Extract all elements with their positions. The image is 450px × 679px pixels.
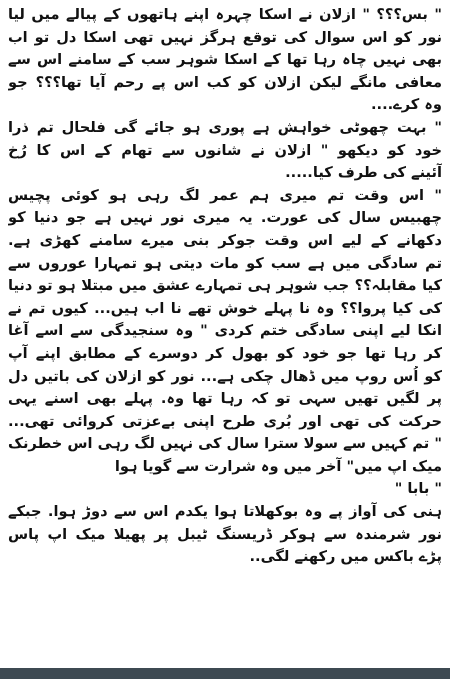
text-line-10: چھبیس سال کی عورت. یہ میری نور نہیں ہے جو دنیا کو (8, 209, 442, 227)
text-line-25: پڑے باکس میں رکھنے لگی.. (249, 548, 442, 566)
text-line-24: نور شرمندہ سے ہوکر ڈریسنگ ٹیبل پر پھیلا میک اپ پاس (8, 525, 442, 543)
text-line-23: ہنی کی آواز پے وہ بوکھلاتا ہوا یکدم اس سے دوڑ ہوا. جبکے (8, 503, 442, 521)
urdu-text-block (8, 4, 442, 569)
text-line-22: " بابا " (394, 480, 442, 498)
text-line-9: " اس وقت تم میری ہم عمر لگ رہی ہو کوئی پچیس (8, 186, 442, 204)
text-line-2: نور کو اس سوال کی توقع ہرگز نہیں تھی اسکا دل تو اب (8, 28, 442, 46)
text-line-13: کیا مقابلہ؟؟ جب شوہر ہی تمہارے عشق میں مبتلا ہو تو دنیا (8, 277, 442, 295)
text-line-8: آئینے کی طرف کیا..... (285, 164, 442, 182)
text-line-19: حرکت کی تھی اور بُری طرح اپنی بےعزتی کروائی تھی... (8, 412, 442, 430)
text-line-21: میک اپ میں" آخر میں وہ شرارت سے گویا ہوا (114, 457, 442, 475)
text-line-15: انکا لیے اپنی سادگی ختم کردی " وہ سنجیدگی سے اسے آغا (8, 322, 442, 340)
text-line-17: کو اُس روپ میں ڈھال چکی ہے... نور کو ازلان کی باتیں دل (8, 367, 442, 385)
text-line-20: " تم کہیں سے سولا سترا سال کی نہیں لگ رہی اس خطرنک (8, 435, 442, 453)
text-line-4: معافی مانگے لیکن ازلان کو کب اس پے رحم آیا تھا؟؟؟ جو (8, 73, 442, 91)
text-line-7: خود کو دیکھو " ازلان نے شانوں سے تھام کے اس کا رُخ (8, 141, 442, 159)
text-line-3: بھی نہیں چاہ رہا تھا کے اسکا شوہر سب کے سامنے اس سے (8, 51, 442, 69)
text-line-6: " بہت چھوٹی خواہش ہے پوری ہو جائے گی فلحال تم ذرا (8, 118, 442, 136)
bottom-bar (0, 668, 450, 679)
text-line-14: کی کیا پروا؟؟ وہ نا پہلے خوش تھے نا اب ہیں... کیوں تم نے (8, 299, 442, 317)
text-line-5: وہ کرے.... (371, 96, 442, 114)
text-line-18: پر لگیں تھیں سہی تو کہ رہا تھا وہ. پہلے بھی اسنے یہی (8, 390, 442, 408)
text-line-1: " بس؟؟؟ " ازلان نے اسکا چہرہ اپنے ہاتھوں کے پیالے میں لیا (8, 6, 442, 23)
text-line-11: دکھانے کے لیے اس وقت جوکر بنی میرے سامنے کھڑی ہے. (8, 231, 442, 249)
text-line-16: کر رہا تھا جو خود کو بھول کر دوسرے کے مطابق اپنے آپ (8, 344, 442, 362)
text-line-12: تم سادگی میں ہے سب کو مات دیتی ہو تمہارا عوروں سے (8, 254, 442, 272)
